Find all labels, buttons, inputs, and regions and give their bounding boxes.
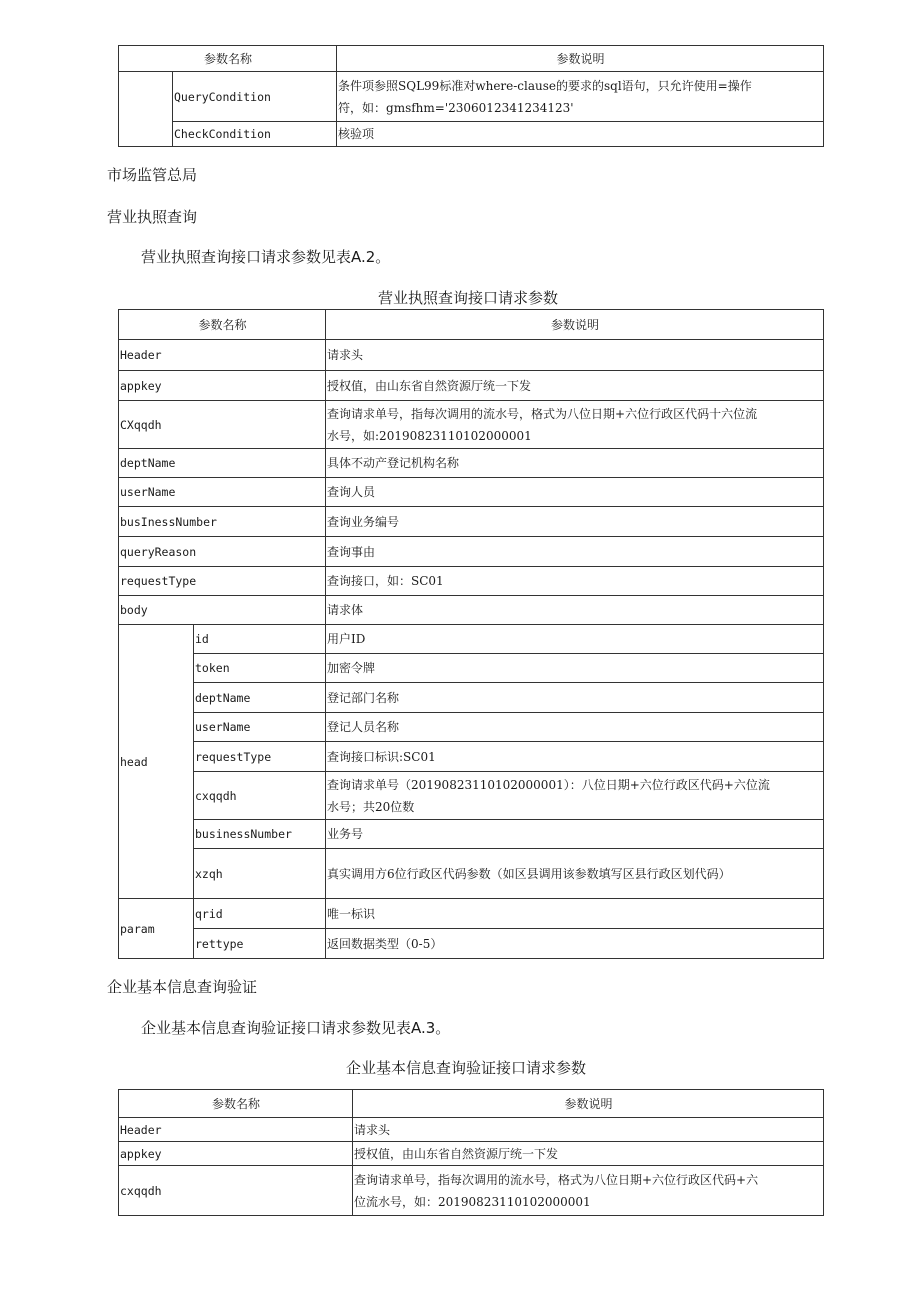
param-name: deptName <box>194 683 326 713</box>
param-desc-line: 查询请求单号，指每次调用的流水号，格式为八位日期+六位行政区代码+六 <box>354 1172 759 1187</box>
param-desc <box>353 1166 824 1216</box>
param-desc: 查询人员 <box>326 478 824 507</box>
param-name: CXqqdh <box>119 401 326 449</box>
param-name: id <box>194 625 326 654</box>
param-name: token <box>194 654 326 683</box>
param-name: Header <box>119 340 326 371</box>
param-desc <box>337 72 824 122</box>
param-desc <box>326 772 824 820</box>
param-desc: 授权值，由山东省自然资源厅统一下发 <box>353 1142 824 1166</box>
param-desc-line: 查询请求单号，指每次调用的流水号，格式为八位日期+六位行政区代码十六位流 <box>327 406 758 421</box>
param-name: queryReason <box>119 537 326 567</box>
param-desc: 查询事由 <box>326 537 824 567</box>
param-name: requestType <box>194 742 326 772</box>
param-desc-line: 水号，如:20190823110102000001 <box>327 428 532 443</box>
header-param-desc: 参数说明 <box>353 1090 824 1118</box>
param-name: QueryCondition <box>173 72 337 122</box>
header-param-name: 参数名称 <box>119 1090 353 1118</box>
param-name: appkey <box>119 1142 353 1166</box>
param-name: busInessNumber <box>119 507 326 537</box>
param-desc: 请求头 <box>353 1118 824 1142</box>
param-desc: 真实调用方6位行政区代码参数（如区县调用该参数填写区县行政区划代码） <box>326 849 824 899</box>
header-param-desc: 参数说明 <box>337 46 824 72</box>
param-desc: 查询接口，如：SC01 <box>326 567 824 596</box>
param-desc-line: 水号；共20位数 <box>327 799 415 814</box>
header-param-desc: 参数说明 <box>326 310 824 340</box>
subsection-heading: 营业执照查询 <box>107 208 198 226</box>
group-cell <box>119 72 173 147</box>
param-desc: 具体不动产登记机构名称 <box>326 449 824 478</box>
param-name: body <box>119 596 326 625</box>
table-caption: 营业执照查询接口请求参数 <box>378 289 559 307</box>
group-label-param: param <box>119 899 194 959</box>
group-label-head: head <box>119 625 194 899</box>
continuation-table <box>118 45 824 147</box>
param-desc: 用户ID <box>326 625 824 654</box>
section-heading: 市场监管总局 <box>107 166 198 184</box>
param-name: Header <box>119 1118 353 1142</box>
param-name: cxqqdh <box>194 772 326 820</box>
param-desc: 登记部门名称 <box>326 683 824 713</box>
param-desc <box>326 401 824 449</box>
param-name: requestType <box>119 567 326 596</box>
param-name: businessNumber <box>194 820 326 849</box>
param-desc: 请求头 <box>326 340 824 371</box>
param-name: deptName <box>119 449 326 478</box>
header-param-name: 参数名称 <box>119 310 326 340</box>
param-desc: 登记人员名称 <box>326 713 824 742</box>
param-desc: 唯一标识 <box>326 899 824 929</box>
param-desc-line: 条件项参照SQL99标准对where-clause的要求的sql语句，只允许使用=操作 <box>338 78 752 93</box>
param-desc-line: 符，如：gmsfhm='2306012341234123' <box>338 100 574 115</box>
enterprise-param-table <box>118 1089 824 1216</box>
param-desc: 加密令牌 <box>326 654 824 683</box>
table-caption: 企业基本信息查询验证接口请求参数 <box>346 1059 587 1077</box>
param-desc: 请求体 <box>326 596 824 625</box>
param-desc-line: 位流水号，如：20190823110102000001 <box>354 1194 591 1209</box>
license-param-table <box>118 309 824 959</box>
param-desc: 查询接口标识:SC01 <box>326 742 824 772</box>
param-name: appkey <box>119 371 326 401</box>
param-desc: 核验项 <box>337 122 824 147</box>
param-desc: 授权值，由山东省自然资源厅统一下发 <box>326 371 824 401</box>
param-desc-line: 查询请求单号（20190823110102000001）：八位日期+六位行政区代码+六位流 <box>327 777 770 792</box>
param-name: userName <box>119 478 326 507</box>
header-param-name: 参数名称 <box>119 46 337 72</box>
param-desc: 业务号 <box>326 820 824 849</box>
param-name: CheckCondition <box>173 122 337 147</box>
param-desc: 返回数据类型（0-5） <box>326 929 824 959</box>
param-name: xzqh <box>194 849 326 899</box>
intro-paragraph: 营业执照查询接口请求参数见表A.2。 <box>141 248 391 266</box>
subsection-heading: 企业基本信息查询验证 <box>107 978 258 996</box>
param-desc: 查询业务编号 <box>326 507 824 537</box>
param-name: qrid <box>194 899 326 929</box>
intro-paragraph: 企业基本信息查询验证接口请求参数见表A.3。 <box>141 1019 451 1037</box>
param-name: cxqqdh <box>119 1166 353 1216</box>
param-name: userName <box>194 713 326 742</box>
param-name: rettype <box>194 929 326 959</box>
